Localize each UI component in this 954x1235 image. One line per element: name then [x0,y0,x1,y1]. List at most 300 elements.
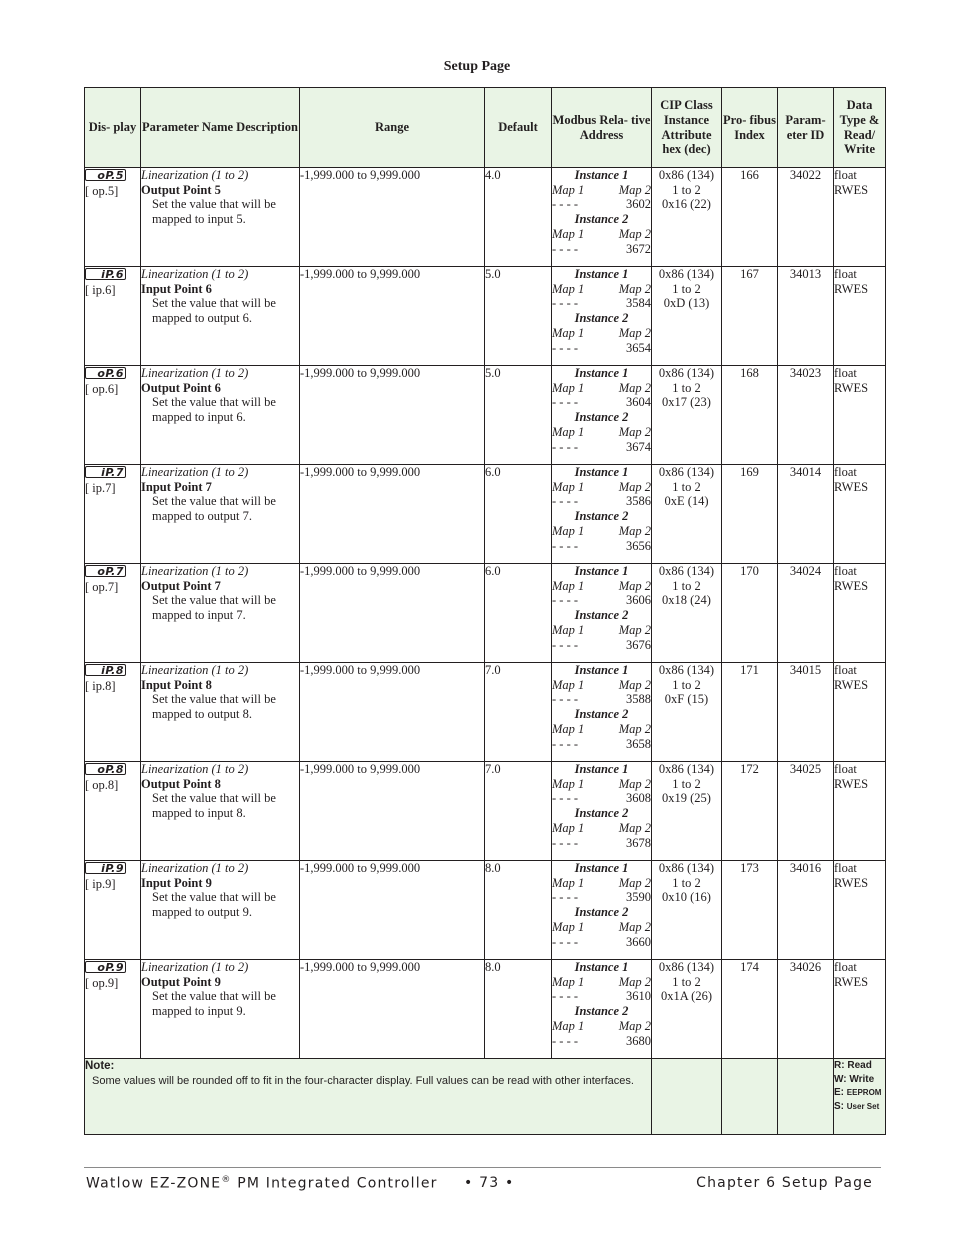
display-text: [ op.7] [85,579,119,594]
param-group: Linearization (1 to 2) [141,267,249,281]
note-text: Some values will be rounded off to fit in the four-character display. Full values can be read with other interfaces. [92,1075,634,1087]
param-desc: Set the value that will be mapped to input 8. [152,791,276,821]
map1-label: Map 1 [552,721,585,736]
modbus-cell [552,762,652,861]
legend-w-val: Write [849,1073,875,1085]
map2-label: Map 2 [618,523,651,538]
param-name: Input Point 7 [141,479,212,494]
cip-class: 0x86 (134) [658,663,715,677]
instance-1-label: Instance 1 [574,564,629,578]
param-id-cell: 34024 [778,564,834,663]
data-type: float [834,366,857,380]
read-write: RWES [834,281,869,296]
profibus-cell: 167 [722,267,778,366]
map1-dashes: - - - - [552,538,579,553]
map1-dashes: - - - - [552,637,579,652]
profibus-cell: 172 [722,762,778,861]
lcd-display: oP.7 [85,565,126,577]
page-number: • 73 • [464,1175,515,1191]
param-name: Output Point 6 [141,380,221,395]
instance-1-label: Instance 1 [574,762,629,776]
map1-label: Map 1 [552,523,585,538]
param-description-cell [141,267,300,366]
map2-label: Map 2 [618,820,651,835]
profibus-cell: 169 [722,465,778,564]
range-cell: -1,999.000 to 9,999.000 [300,168,485,267]
modbus-cell [552,465,652,564]
map2-label: Map 2 [618,677,651,692]
header-data-type: Data Type & Read/ Write [834,88,886,168]
cip-instance: 1 to 2 [672,776,701,791]
param-description-cell [141,663,300,762]
modbus-inst1-address: 3606 [626,593,651,608]
read-write: RWES [834,182,869,197]
cip-attribute: 0x18 (24) [662,593,711,608]
data-type-cell [834,762,886,861]
data-type: float [834,168,857,182]
display-cell [85,960,141,1059]
read-write: RWES [834,974,869,989]
data-type: float [834,267,857,281]
default-cell: 4.0 [485,168,552,267]
param-id-cell: 34016 [778,861,834,960]
default-cell: 5.0 [485,366,552,465]
instance-1-label: Instance 1 [574,168,629,182]
registered-mark: ® [221,1175,232,1185]
instance-1-label: Instance 1 [574,663,629,677]
header-param-name: Parameter Name Description [141,88,300,168]
map1-label: Map 1 [552,226,585,241]
instance-2-label: Instance 2 [574,806,629,821]
read-write: RWES [834,578,869,593]
read-write: RWES [834,380,869,395]
instance-1-label: Instance 1 [574,465,629,479]
instance-2-label: Instance 2 [574,410,629,425]
modbus-inst1-address: 3602 [626,197,651,212]
read-write: RWES [834,776,869,791]
cip-instance: 1 to 2 [672,479,701,494]
param-id-cell: 34015 [778,663,834,762]
cip-attribute: 0x19 (25) [662,791,711,806]
default-cell: 8.0 [485,861,552,960]
param-description-cell [141,168,300,267]
data-type-cell [834,267,886,366]
legend-r-val: Read [847,1060,872,1071]
data-type-cell [834,465,886,564]
map1-dashes: - - - - [552,340,579,355]
param-name: Output Point 7 [141,578,221,593]
cip-instance: 1 to 2 [672,281,701,296]
modbus-cell [552,366,652,465]
modbus-cell [552,861,652,960]
parameter-table [84,87,886,1135]
param-name: Input Point 8 [141,677,212,692]
param-name: Input Point 6 [141,281,212,296]
read-write: RWES [834,677,869,692]
lcd-display: iP.9 [85,862,126,874]
note-empty-param-id [778,1059,834,1135]
default-cell: 7.0 [485,762,552,861]
modbus-inst1-address: 3586 [626,494,651,509]
map1-label: Map 1 [552,974,585,989]
map1-label: Map 1 [552,578,585,593]
cip-cell [652,366,722,465]
table-row [85,861,886,960]
param-id-cell: 34023 [778,366,834,465]
cip-cell [652,663,722,762]
range-cell: -1,999.000 to 9,999.000 [300,960,485,1059]
instance-2-label: Instance 2 [574,608,629,623]
map2-label: Map 2 [618,424,651,439]
cip-cell [652,960,722,1059]
modbus-inst1-address: 3604 [626,395,651,410]
data-type-cell [834,168,886,267]
display-cell [85,762,141,861]
cip-class: 0x86 (134) [658,564,715,578]
legend-e-key: E: [834,1087,844,1098]
map1-dashes: - - - - [552,835,579,850]
cip-cell [652,465,722,564]
map1-dashes: - - - - [552,296,579,311]
cip-class: 0x86 (134) [658,267,715,281]
map1-label: Map 1 [552,622,585,637]
map1-label: Map 1 [552,875,585,890]
map2-label: Map 2 [618,479,651,494]
profibus-cell: 174 [722,960,778,1059]
param-desc: Set the value that will be mapped to output 9. [152,890,276,920]
map2-label: Map 2 [618,875,651,890]
param-description-cell [141,960,300,1059]
map1-dashes: - - - - [552,736,579,751]
display-cell [85,663,141,762]
param-name: Output Point 9 [141,974,221,989]
map1-dashes: - - - - [552,692,579,707]
header-range: Range [300,88,485,168]
map1-dashes: - - - - [552,593,579,608]
cip-cell [652,168,722,267]
map1-label: Map 1 [552,919,585,934]
map2-label: Map 2 [618,578,651,593]
display-text: [ ip.9] [85,876,116,891]
display-text: [ ip.7] [85,480,116,495]
cip-instance: 1 to 2 [672,677,701,692]
cip-attribute: 0x1A (26) [660,989,713,1004]
display-cell [85,861,141,960]
cip-class: 0x86 (134) [658,465,715,479]
instance-1-label: Instance 1 [574,366,629,380]
instance-2-label: Instance 2 [574,212,629,227]
profibus-cell: 170 [722,564,778,663]
param-desc: Set the value that will be mapped to input 5. [152,197,276,227]
header-profibus: Pro- fibus Index [722,88,778,168]
param-id-cell: 34022 [778,168,834,267]
cip-attribute: 0xE (14) [664,494,709,509]
param-description-cell [141,564,300,663]
page-footer [86,1175,873,1197]
display-text: [ ip.6] [85,282,116,297]
data-type-cell [834,960,886,1059]
param-group: Linearization (1 to 2) [141,861,249,875]
map1-dashes: - - - - [552,890,579,905]
modbus-inst2-address: 3680 [626,1033,651,1048]
instance-1-label: Instance 1 [574,960,629,974]
modbus-inst2-address: 3674 [626,439,651,454]
page-title: Setup Page [443,59,511,74]
instance-2-label: Instance 2 [574,707,629,722]
modbus-inst2-address: 3660 [626,934,651,949]
profibus-cell: 168 [722,366,778,465]
param-description-cell [141,861,300,960]
lcd-display: oP.6 [85,367,126,379]
modbus-inst2-address: 3656 [626,538,651,553]
param-desc: Set the value that will be mapped to input 6. [152,395,276,425]
display-text: [ ip.8] [85,678,116,693]
lcd-display: iP.7 [85,466,126,478]
legend-s-val: User Set [846,1101,880,1111]
cip-cell [652,267,722,366]
param-id-cell: 34025 [778,762,834,861]
map1-dashes: - - - - [552,395,579,410]
param-id-cell: 34014 [778,465,834,564]
param-desc: Set the value that will be mapped to input 9. [152,989,276,1019]
map1-dashes: - - - - [552,197,579,212]
param-group: Linearization (1 to 2) [141,366,249,380]
param-id-cell: 34026 [778,960,834,1059]
rw-legend [834,1059,886,1135]
param-name: Output Point 5 [141,182,221,197]
map1-label: Map 1 [552,479,585,494]
data-type: float [834,960,857,974]
profibus-cell: 173 [722,861,778,960]
default-cell: 6.0 [485,465,552,564]
note-cell [85,1059,652,1135]
display-cell [85,564,141,663]
map2-label: Map 2 [618,776,651,791]
range-cell: -1,999.000 to 9,999.000 [300,366,485,465]
data-type-cell [834,366,886,465]
legend-r-key: R: [834,1060,845,1071]
cip-cell [652,762,722,861]
display-text: [ op.9] [85,975,119,990]
param-description-cell [141,465,300,564]
range-cell: -1,999.000 to 9,999.000 [300,762,485,861]
default-cell: 8.0 [485,960,552,1059]
map1-dashes: - - - - [552,934,579,949]
map2-label: Map 2 [618,182,651,197]
modbus-inst2-address: 3658 [626,736,651,751]
read-write: RWES [834,875,869,890]
cip-instance: 1 to 2 [672,182,701,197]
map1-label: Map 1 [552,424,585,439]
cip-class: 0x86 (134) [658,762,715,776]
default-cell: 6.0 [485,564,552,663]
profibus-cell: 171 [722,663,778,762]
range-cell: -1,999.000 to 9,999.000 [300,564,485,663]
modbus-inst1-address: 3608 [626,791,651,806]
cip-class: 0x86 (134) [658,366,715,380]
map1-label: Map 1 [552,776,585,791]
modbus-cell [552,663,652,762]
lcd-display: oP.8 [85,763,126,775]
range-cell: -1,999.000 to 9,999.000 [300,663,485,762]
data-type: float [834,465,857,479]
cip-class: 0x86 (134) [658,960,715,974]
cip-attribute: 0x16 (22) [662,197,711,212]
cip-class: 0x86 (134) [658,168,715,182]
table-row [85,366,886,465]
map1-label: Map 1 [552,1018,585,1033]
lcd-display: iP.8 [85,664,126,676]
map2-label: Map 2 [618,721,651,736]
map2-label: Map 2 [618,919,651,934]
modbus-inst2-address: 3654 [626,340,651,355]
param-group: Linearization (1 to 2) [141,762,249,776]
range-cell: -1,999.000 to 9,999.000 [300,465,485,564]
header-cip: CIP Class Instance Attribute hex (dec) [652,88,722,168]
modbus-inst2-address: 3672 [626,241,651,256]
map2-label: Map 2 [618,281,651,296]
map1-label: Map 1 [552,380,585,395]
instance-2-label: Instance 2 [574,311,629,326]
range-cell: -1,999.000 to 9,999.000 [300,267,485,366]
footer-rule [84,1167,881,1168]
map1-label: Map 1 [552,325,585,340]
map1-label: Map 1 [552,820,585,835]
param-desc: Set the value that will be mapped to output 6. [152,296,276,326]
display-cell [85,465,141,564]
param-group: Linearization (1 to 2) [141,960,249,974]
param-group: Linearization (1 to 2) [141,564,249,578]
modbus-inst1-address: 3610 [626,989,651,1004]
header-display: Dis- play [85,88,141,168]
param-id-cell: 34013 [778,267,834,366]
header-row [85,88,886,168]
modbus-cell [552,168,652,267]
map1-dashes: - - - - [552,241,579,256]
param-description-cell [141,366,300,465]
modbus-inst1-address: 3588 [626,692,651,707]
table-row [85,960,886,1059]
display-cell [85,267,141,366]
data-type: float [834,663,857,677]
modbus-inst1-address: 3590 [626,890,651,905]
profibus-cell: 166 [722,168,778,267]
lcd-display: iP.6 [85,268,126,280]
map2-label: Map 2 [618,1018,651,1033]
cip-instance: 1 to 2 [672,875,701,890]
param-name: Input Point 9 [141,875,212,890]
instance-2-label: Instance 2 [574,509,629,524]
note-empty-cip [652,1059,722,1135]
default-cell: 7.0 [485,663,552,762]
header-modbus: Modbus Rela- tive Address [552,88,652,168]
cip-attribute: 0xF (15) [664,692,709,707]
modbus-cell [552,267,652,366]
cip-cell [652,564,722,663]
instance-2-label: Instance 2 [574,1004,629,1019]
table-body [85,168,886,1059]
cip-class: 0x86 (134) [658,861,715,875]
map2-label: Map 2 [618,226,651,241]
note-row [85,1059,886,1135]
map1-label: Map 1 [552,677,585,692]
legend-s-key: S: [834,1100,844,1112]
cip-instance: 1 to 2 [672,974,701,989]
display-text: [ op.5] [85,183,119,198]
map1-dashes: - - - - [552,989,579,1004]
map1-dashes: - - - - [552,439,579,454]
modbus-inst2-address: 3676 [626,637,651,652]
lcd-display: oP.9 [85,961,126,973]
map1-dashes: - - - - [552,791,579,806]
param-group: Linearization (1 to 2) [141,663,249,677]
data-type-cell [834,861,886,960]
modbus-cell [552,564,652,663]
range-cell: -1,999.000 to 9,999.000 [300,861,485,960]
param-desc: Set the value that will be mapped to output 8. [152,692,276,722]
param-desc: Set the value that will be mapped to output 7. [152,494,276,524]
legend-w-key: W: [834,1073,847,1085]
modbus-inst2-address: 3678 [626,835,651,850]
map1-label: Map 1 [552,281,585,296]
display-text: [ op.6] [85,381,119,396]
param-group: Linearization (1 to 2) [141,168,249,182]
note-title: Note: [85,1060,115,1072]
param-description-cell [141,762,300,861]
map2-label: Map 2 [618,974,651,989]
display-cell [85,366,141,465]
table-row [85,564,886,663]
data-type-cell [834,564,886,663]
read-write: RWES [834,479,869,494]
map1-dashes: - - - - [552,494,579,509]
cip-attribute: 0xD (13) [663,296,710,311]
instance-1-label: Instance 1 [574,861,629,875]
table-row [85,762,886,861]
data-type: float [834,861,857,875]
legend-e-val: EEPROM [846,1088,882,1097]
map1-label: Map 1 [552,182,585,197]
map2-label: Map 2 [618,325,651,340]
instance-1-label: Instance 1 [574,267,629,281]
param-desc: Set the value that will be mapped to input 7. [152,593,276,623]
cip-attribute: 0x10 (16) [662,890,711,905]
header-param-id: Param- eter ID [778,88,834,168]
map1-dashes: - - - - [552,1033,579,1048]
map2-label: Map 2 [618,622,651,637]
display-cell [85,168,141,267]
header-default: Default [485,88,552,168]
table-row [85,168,886,267]
data-type: float [834,564,857,578]
footer-brand: Watlow EZ-ZONE [86,1175,222,1192]
modbus-cell [552,960,652,1059]
lcd-display: oP.5 [85,169,126,181]
cip-attribute: 0x17 (23) [662,395,711,410]
table-row [85,663,886,762]
table-row [85,465,886,564]
map2-label: Map 2 [618,380,651,395]
cip-instance: 1 to 2 [672,380,701,395]
note-empty-profibus [722,1059,778,1135]
modbus-inst1-address: 3584 [626,296,651,311]
param-group: Linearization (1 to 2) [141,465,249,479]
footer-chapter: Chapter 6 Setup Page [696,1175,873,1191]
data-type: float [834,762,857,776]
footer-title [86,1175,438,1192]
footer-product: PM Integrated Controller [231,1175,438,1192]
default-cell: 5.0 [485,267,552,366]
